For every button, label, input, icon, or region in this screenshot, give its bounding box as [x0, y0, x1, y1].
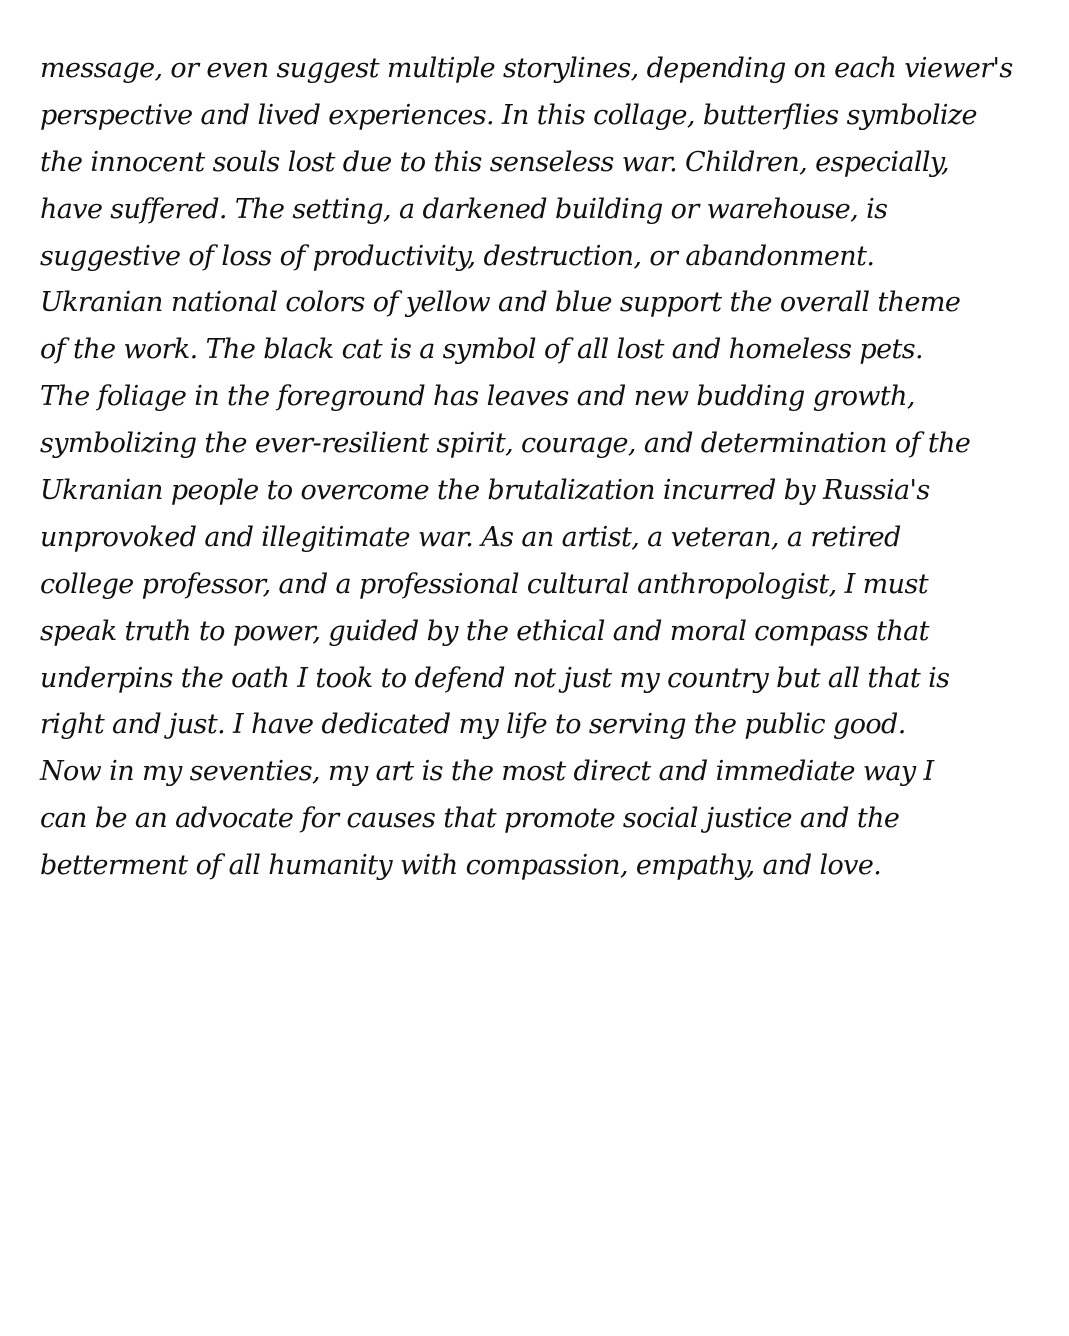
text-line: underpins the oath I took to defend not just my country but all that is	[40, 662, 950, 694]
text-line: perspective and lived experiences. In this collage, butterflies symbolize	[40, 99, 977, 131]
text-line: suggestive of loss of productivity, destruction, or abandonment.	[40, 240, 875, 272]
text-line: the innocent souls lost due to this senseless war. Children, especially,	[40, 146, 949, 178]
text-line: have suffered. The setting, a darkened building or warehouse, is	[40, 193, 888, 225]
text-line: Now in my seventies, my art is the most direct and immediate way I	[40, 756, 934, 788]
text-line: betterment of all humanity with compassion, empathy, and love.	[40, 850, 882, 882]
text-line: symbolizing the ever-resilient spirit, courage, and determination of the	[40, 428, 971, 460]
text-line: can be an advocate for causes that promote social justice and the	[40, 803, 900, 835]
handwritten-text-body	[40, 46, 1050, 890]
text-line: unprovoked and illegitimate war. As an artist, a veteran, a retired	[40, 521, 901, 553]
text-line: college professor, and a professional cultural anthropologist, I must	[40, 568, 928, 600]
text-line: of the work. The black cat is a symbol of all lost and homeless pets.	[40, 334, 923, 366]
text-line: right and just. I have dedicated my life to serving the public good.	[40, 709, 906, 741]
text-line: Ukranian people to overcome the brutalization incurred by Russia's	[40, 475, 930, 507]
text-line: The foliage in the foreground has leaves and new budding growth,	[40, 381, 915, 413]
text-line: message, or even suggest multiple storylines, depending on each viewer's	[40, 53, 1013, 84]
text-line: speak truth to power, guided by the ethical and moral compass that	[40, 615, 929, 647]
text-line: Ukranian national colors of yellow and blue support the overall theme	[40, 287, 961, 319]
